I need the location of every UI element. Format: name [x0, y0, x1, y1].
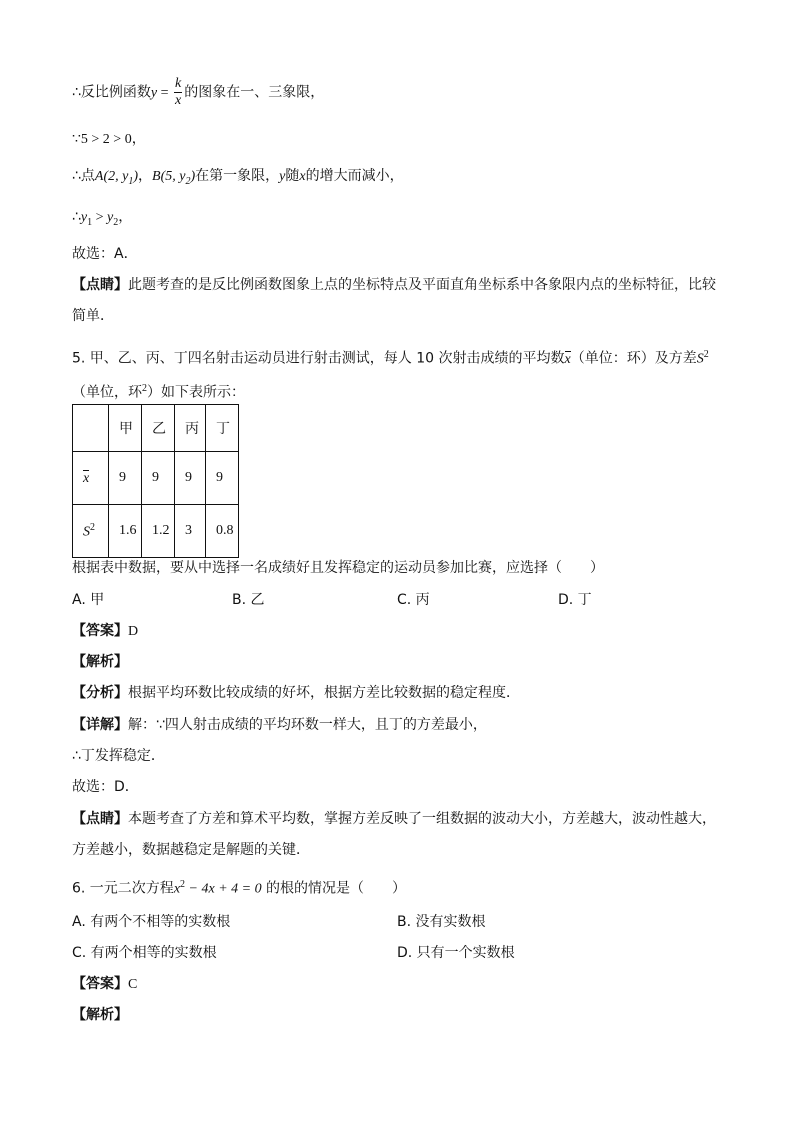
q5-option-b: B. 乙 [232, 592, 265, 608]
math-point-b: B(5, $y_2$) [152, 169, 196, 187]
table-row-label [73, 505, 109, 558]
q5-dianjing-cont: 方差越小，数据越稳定是解题的关键． [72, 842, 310, 858]
text: （单位：环）及方差 [570, 350, 697, 367]
q6-stem [72, 875, 406, 900]
q5-dianjing [72, 809, 716, 829]
math-equation: − 4x + 4 = 0 [185, 881, 262, 897]
line-y1-gt-y2 [72, 207, 132, 233]
superscript: 2 [180, 879, 186, 890]
line-reciprocal-function [72, 76, 324, 109]
data-table [72, 404, 239, 558]
math-point-a: A(2, $y_1$) [94, 169, 139, 187]
tag-analysis: 【解析】 [72, 654, 128, 670]
text: 6. 一元二次方程 [72, 880, 174, 897]
table-cell: 9 [109, 452, 142, 505]
math-y1: y [80, 210, 88, 225]
text: 的图象在一、三象限， [184, 84, 325, 101]
q5-fenxi [72, 683, 520, 703]
q5-conclusion: ∴丁发挥稳定． [72, 748, 165, 764]
text: 本题考查了方差和算术平均数，掌握方差反映了一组数据的波动大小，方差越大，波动性越大， [128, 811, 716, 827]
table-cell: 丁 [206, 405, 239, 452]
answer-value: C [128, 977, 138, 992]
text: 解：∵四人射击成绩的平均环数一样大，且丁的方差最小， [128, 717, 487, 733]
table-row [73, 505, 239, 558]
line-dianjing [72, 275, 716, 295]
text: 此题考查的是反比例函数图象上点的坐标特点及平面直角坐标系中各象限内点的坐标特征，比较 [128, 277, 716, 293]
superscript: 2 [703, 349, 709, 360]
fraction-numerator: k [175, 76, 182, 91]
q6-option-c: C. 有两个相等的实数根 [72, 945, 217, 961]
table-cell: 3 [175, 505, 206, 558]
q5-choose: 故选：D． [72, 779, 139, 795]
line-inequality: ∵5 > 2 > 0， [72, 132, 146, 147]
tag-answer: 【答案】 [72, 623, 128, 639]
math-s: S [83, 524, 90, 540]
tag-dianjing: 【点睛】 [72, 811, 128, 827]
q5-option-c: C. 丙 [397, 592, 430, 608]
table-cell: 甲 [109, 405, 142, 452]
fraction-k-over-x [174, 76, 182, 109]
math-x: x [173, 881, 181, 897]
text: 5. 甲、乙、丙、丁四名射击运动员进行射击测试，每人 10 次射击成绩的平均数 [72, 350, 565, 367]
subscript: 1 [87, 216, 93, 228]
q5-answer [72, 621, 138, 642]
q6-option-b: B. 没有实数根 [397, 914, 486, 930]
q5-xiangjie [72, 715, 487, 735]
tag-answer: 【答案】 [72, 976, 128, 992]
answer-value: D [128, 624, 139, 639]
math-xbar: x [83, 471, 90, 486]
q5-question: 根据表中数据，要从中选择一名成绩好且发挥稳定的运动员参加比赛，应选择（ ） [72, 560, 604, 576]
text: 的增大而减小， [305, 168, 404, 184]
tag-xiangjie: 【详解】 [72, 717, 128, 733]
math-xbar: x [564, 351, 571, 367]
superscript: 2 [90, 521, 95, 533]
table-cell: 丙 [175, 405, 206, 452]
text: ， [138, 168, 153, 184]
text: （单位，环 [72, 384, 142, 401]
table-row-label [73, 452, 109, 505]
table-cell: 9 [206, 452, 239, 505]
text: 的根的情况是（ ） [261, 880, 407, 897]
table-cell: 1.2 [142, 505, 175, 558]
subscript: 2 [113, 216, 119, 228]
math-gt: > [92, 210, 108, 225]
line-points-quadrant [72, 166, 404, 192]
table-cell: 9 [142, 452, 175, 505]
q5-stem [72, 345, 709, 370]
table-cell: 乙 [142, 405, 175, 452]
text: ∴反比例函数 [72, 84, 151, 101]
tag-analysis: 【解析】 [72, 1007, 128, 1023]
text: ）如下表所示： [147, 384, 245, 401]
line-dianjing-cont: 简单． [72, 308, 114, 324]
q5-option-a: A. 甲 [72, 592, 105, 608]
q6-analysis-tag [72, 1005, 128, 1025]
table-cell: 1.6 [109, 505, 142, 558]
q5-option-d: D. 丁 [558, 592, 592, 608]
q5-analysis-tag [72, 652, 128, 672]
text: ∴ [72, 209, 81, 225]
math-eq: = [157, 85, 173, 101]
tag-dianjing: 【点睛】 [72, 277, 128, 293]
tag-fenxi: 【分析】 [72, 685, 128, 701]
text: ∴点 [72, 168, 95, 184]
math-x: x [299, 169, 306, 184]
table-cell: 0.8 [206, 505, 239, 558]
q5-stem-cont [72, 379, 245, 403]
text: 在第一象限， [195, 168, 280, 184]
q6-answer [72, 974, 137, 995]
superscript: 2 [142, 383, 147, 394]
text: 根据平均环数比较成绩的好坏，根据方差比较数据的稳定程度． [128, 685, 520, 701]
line-choose-a: 故选：A． [72, 246, 138, 262]
math-y: y [279, 169, 286, 184]
table-row [73, 452, 239, 505]
q6-option-a: A. 有两个不相等的实数根 [72, 914, 231, 930]
q6-option-d: D. 只有一个实数根 [397, 945, 515, 961]
table-header-row [73, 405, 239, 452]
math-y: y [150, 85, 158, 101]
math-y2: y [107, 210, 114, 225]
table-cell [73, 405, 109, 452]
math-s: S [696, 351, 704, 367]
table-cell: 9 [175, 452, 206, 505]
text: ， [118, 209, 133, 225]
text: 随 [285, 168, 300, 184]
fraction-denominator: x [175, 93, 182, 108]
